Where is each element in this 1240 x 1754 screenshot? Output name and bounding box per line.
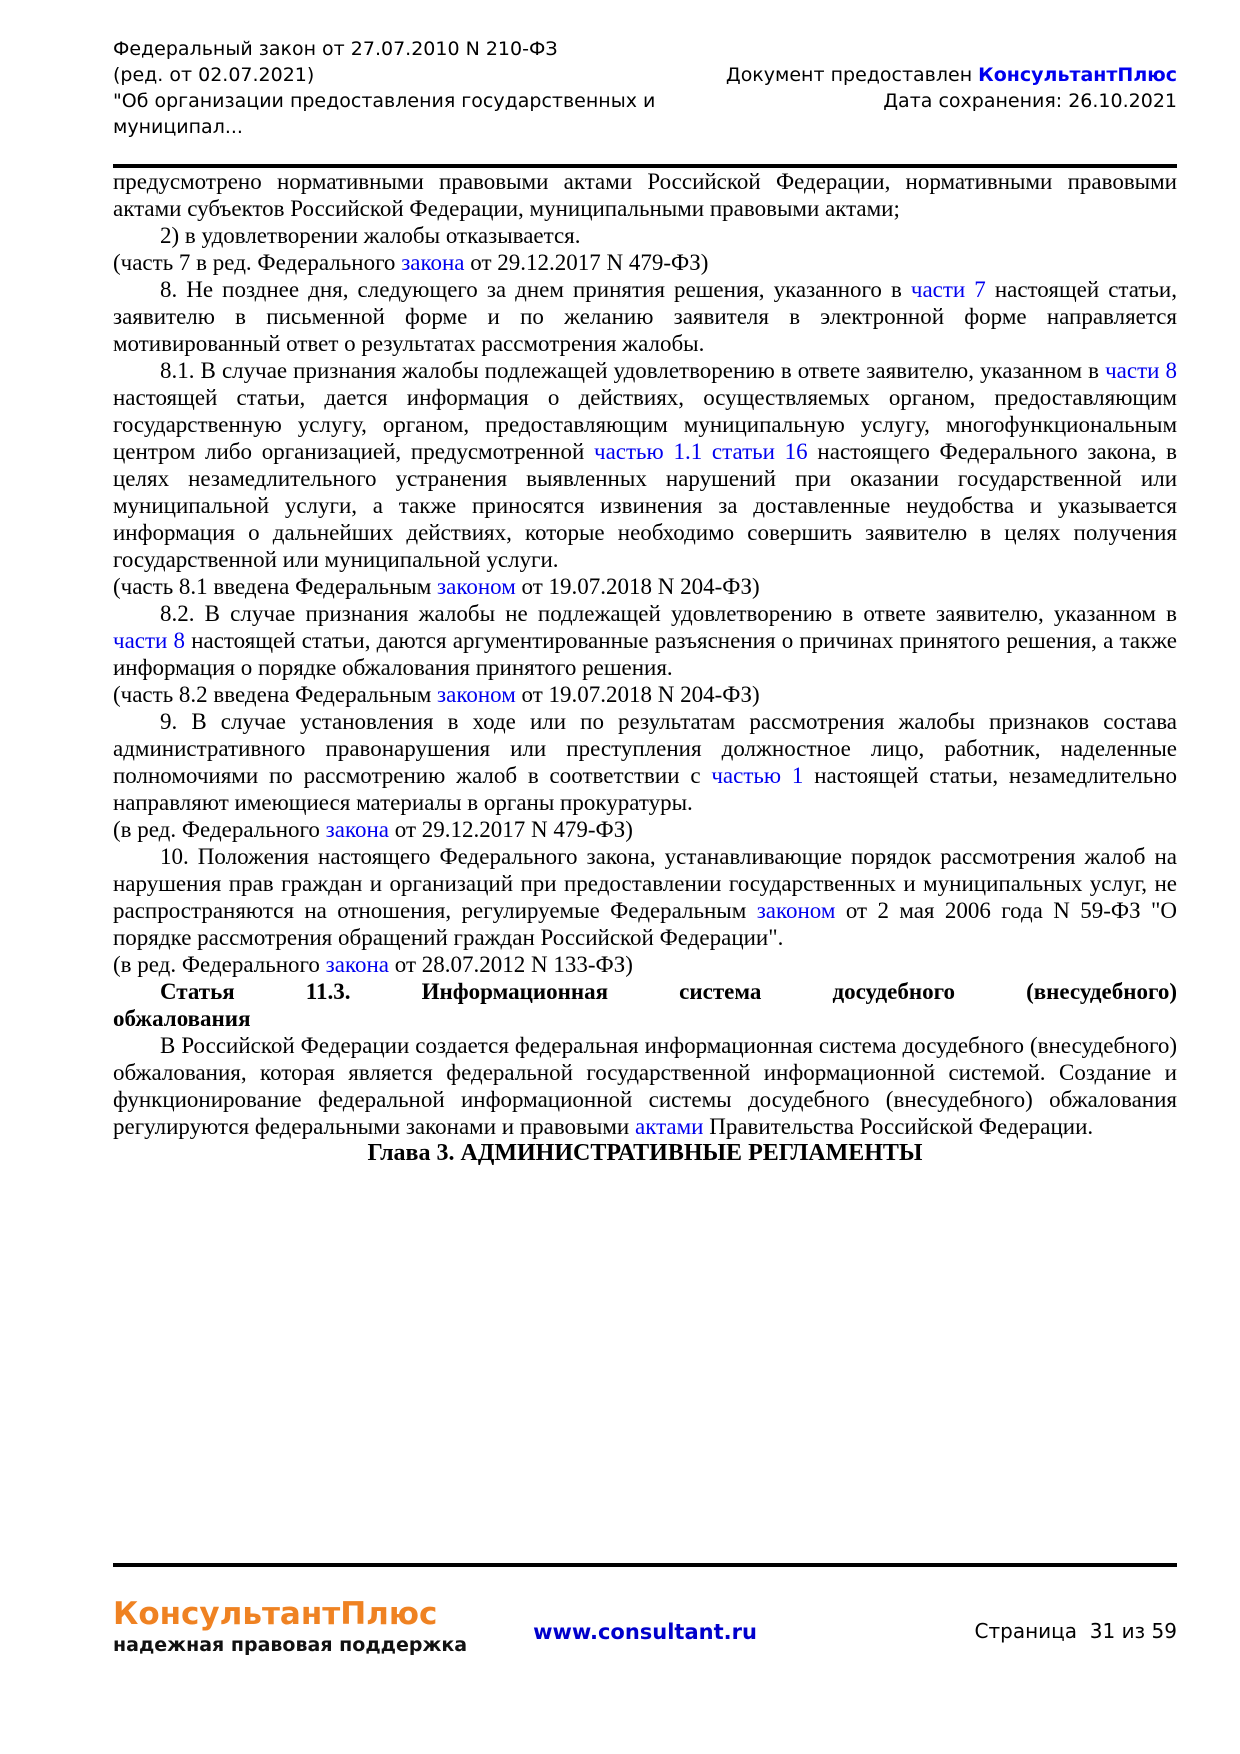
- text-run: 8. Не позднее дня, следующего за днем принятия решения, указанного в: [160, 277, 911, 302]
- website-link[interactable]: www.consultant.ru: [533, 1620, 757, 1644]
- text-run: Глава 3. АДМИНИСТРАТИВНЫЕ РЕГЛАМЕНТЫ: [367, 1140, 923, 1166]
- text-run: 9. В случае установления в ходе или по результатам рассмотрения жалобы признаков состава административного правонарушения или преступления должностное лицо, работник, наделенные полномочиями по рассмотрению жалоб в соответствии с: [113, 709, 1177, 788]
- inline-link[interactable]: закона: [325, 952, 389, 977]
- para-8-1: [113, 357, 1177, 573]
- para-10: [113, 843, 1177, 951]
- text-run: Правительства Российской Федерации.: [703, 1114, 1094, 1139]
- text-run: (в ред. Федерального: [113, 952, 326, 977]
- text-run: от 28.07.2012 N 133-ФЗ): [389, 952, 633, 977]
- inline-link[interactable]: законом: [437, 682, 516, 707]
- text-run: от 19.07.2018 N 204-ФЗ): [515, 574, 760, 599]
- text-run: 10. Положения настоящего Федерального закона, устанавливающие порядок рассмотрения жалоб на нарушения прав граждан и организаций при предоставлении государственных и муниципальных услуг, не распространяются на отношения, регулируемые Федеральным: [113, 844, 1177, 923]
- document-title: [113, 36, 655, 140]
- inline-link[interactable]: законом: [756, 898, 836, 923]
- inline-link[interactable]: актами: [634, 1114, 704, 1139]
- provided-by-line: [726, 62, 1177, 88]
- text-run: Документ предоставлен: [725, 64, 979, 86]
- note-10: [113, 951, 1177, 978]
- inline-link[interactable]: частью 1: [711, 763, 804, 788]
- text-run: предусмотрено нормативными правовыми актами Российской Федерации, нормативными правовыми актами субъектов Российской Федерации, муниципальными правовыми актами;: [113, 169, 1177, 221]
- document-header: [113, 36, 1177, 140]
- text-run: 8.1. В случае признания жалобы подлежащей удовлетворению в ответе заявителю, указанном в: [160, 358, 1106, 383]
- text-run: от 2 мая 2006 года N 59-ФЗ "О порядке рассмотрения обращений граждан Российской Федерации".: [113, 898, 1177, 950]
- inline-link[interactable]: законом: [437, 574, 516, 599]
- header-provider-block: [726, 62, 1177, 140]
- note-8-1: [113, 573, 1177, 600]
- inline-link[interactable]: части 8: [113, 628, 186, 653]
- para-8: [113, 276, 1177, 357]
- logo-subtitle: надежная правовая поддержка: [113, 1634, 468, 1656]
- save-date-line: Дата сохранения: 26.10.2021: [883, 90, 1177, 112]
- text-run: (часть 8.2 введена Федеральным: [113, 682, 438, 707]
- document-footer: [113, 1597, 1177, 1656]
- footer-divider: [113, 1563, 1177, 1567]
- para-9: [113, 708, 1177, 816]
- title-line: "Об организации предоставления государственных и: [113, 90, 656, 112]
- text-run: (в ред. Федерального: [113, 817, 326, 842]
- text-run: настоящей статьи, дается информация о действиях, осуществляемых органом, предоставляющим государственную услугу, органом, предоставляющим муниципальную услугу, многофункциональным центром либо организацией, предусмотренной: [113, 385, 1177, 464]
- document-body: [113, 168, 1177, 1167]
- para-8-2: [113, 600, 1177, 681]
- text-run: (часть 7 в ред. Федерального: [113, 250, 402, 275]
- title-line: (ред. от 02.07.2021): [113, 64, 315, 86]
- consultantplus-logo: [113, 1597, 468, 1656]
- text-run: настоящей статьи, заявителю в письменной форме и по желанию заявителя в электронной форме направляется мотивированный ответ о результатах рассмотрения жалобы.: [113, 277, 1177, 356]
- text-run: 8.2. В случае признания жалобы не подлежащей удовлетворению в ответе заявителю, указанном в: [160, 601, 1177, 626]
- note-part-7: [113, 249, 1177, 276]
- heading-article-11-3: [113, 978, 1177, 1032]
- logo-title: КонсультантПлюс: [113, 1596, 438, 1632]
- text-run: от 29.12.2017 N 479-ФЗ): [464, 250, 709, 275]
- footer-website-block: [468, 1597, 823, 1656]
- para-item-2: [113, 222, 1177, 249]
- text-run: Статья 11.3. Информационная система досудебного (внесудебного): [160, 979, 1177, 1004]
- inline-link[interactable]: частью 1.1 статьи 16: [594, 439, 808, 464]
- note-8-2: [113, 681, 1177, 708]
- text-run: от 29.12.2017 N 479-ФЗ): [389, 817, 633, 842]
- heading-chapter-3: [113, 1140, 1177, 1167]
- text-run: от 19.07.2018 N 204-ФЗ): [515, 682, 760, 707]
- text-run: В Российской Федерации создается федеральная информационная система досудебного (внесудебного) обжалования, которая является федеральной государственной информационной системой. Создание и функционирование федеральной информационной системы досудебного (внесудебного) обжалования регулируются федеральными законами и правовыми: [113, 1033, 1177, 1139]
- consultantplus-brand-link[interactable]: КонсультантПлюс: [978, 64, 1177, 86]
- title-line: муниципал...: [113, 116, 243, 138]
- text-run: настоящей статьи, даются аргументированные разъяснения о причинах принятого решения, а также информация о порядке обжалования принятого решения.: [113, 628, 1177, 680]
- inline-link[interactable]: закона: [401, 250, 465, 275]
- note-9: [113, 816, 1177, 843]
- text-run: настоящего Федерального закона, в целях незамедлительного устранения выявленных нарушений при оказании государственной или муниципальной услуги, а также приносятся извинения за доставленные неудобства и указывается информация о дальнейших действиях, которые необходимо совершить заявителю в целях получения государственной или муниципальной услуги.: [113, 439, 1177, 572]
- text-run: настоящей статьи, незамедлительно направляют имеющиеся материалы в органы прокуратуры.: [113, 763, 1177, 815]
- inline-link[interactable]: части 7: [910, 277, 986, 302]
- para-continuation: [113, 168, 1177, 222]
- title-line: Федеральный закон от 27.07.2010 N 210-ФЗ: [113, 38, 558, 60]
- page-number: Страница 31 из 59: [974, 1619, 1178, 1643]
- text-run: обжалования: [113, 1006, 251, 1031]
- text-run: (часть 8.1 введена Федеральным: [113, 574, 438, 599]
- inline-link[interactable]: части 8: [1105, 358, 1177, 383]
- para-article-11-3-body: [113, 1032, 1177, 1140]
- inline-link[interactable]: закона: [325, 817, 389, 842]
- text-run: 2) в удовлетворении жалобы отказывается.: [160, 223, 581, 248]
